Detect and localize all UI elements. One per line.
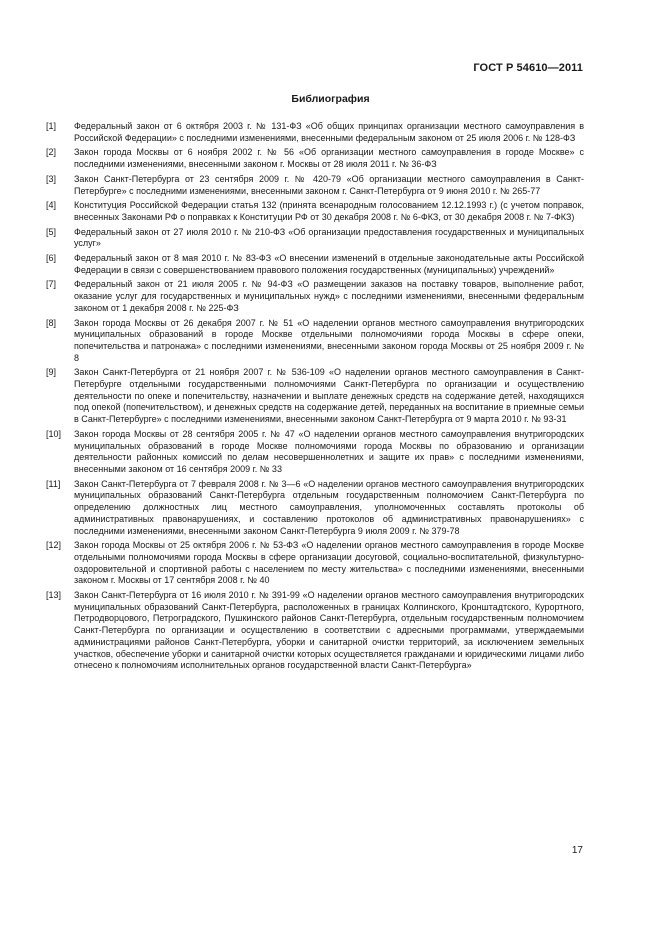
entry-text: Закон Санкт-Петербурга от 21 ноября 2007 г. № 536-109 «О наделении органов местного самоуправления в Санкт-Петербурге отдельными государственными полномочиями Санкт-Петербурга по организации и осуществлению деятельности по опеке и попечительству, назначении и выплате денежных средств на содержание детей, находящихся под опекой (попечительством), и денежных средств на содержание детей, переданных на воспитание в приемные семьи в Санкт-Петербурге» с последними изменениями, внесенными законом Санкт-Петербурга от 9 марта 2010 г. № 93-31	[74, 367, 584, 425]
entry-number: [8]	[46, 317, 57, 328]
entry-number: [10]	[46, 428, 62, 439]
entry-number: [4]	[46, 200, 57, 211]
entry-number: [3]	[46, 173, 57, 184]
entry-number: [13]	[46, 590, 62, 601]
entry-number: [9]	[46, 367, 57, 378]
entry-number: [12]	[46, 540, 62, 551]
entry-text: Закон Санкт-Петербурга от 23 сентября 2009 г. № 420-79 «Об организации местного самоуправления в Санкт-Петербурге» с последними изменениями, внесенными законом г. Санкт-Петербурга от 9 июня 2010 г. № 265-77	[74, 173, 584, 196]
bibliography-entry	[46, 590, 584, 672]
entry-number: [6]	[46, 253, 57, 264]
bibliography-entry	[46, 174, 584, 197]
bibliography-entry	[46, 227, 584, 250]
bibliography-entry	[46, 367, 584, 426]
entry-text: Закон города Москвы от 28 сентября 2005 г. № 47 «О наделении органов местного самоуправления внутригородских муниципальных образований в городе Москве полномочиями города Москвы по образованию и организации деятельности районных комиссий по делам несовершеннолетних и защите их прав» с последними изменениями, внесенными законом от 16 сентября 2009 г. № 33	[74, 428, 584, 474]
entry-number: [5]	[46, 226, 57, 237]
entry-text: Федеральный закон от 6 октября 2003 г. № 131-ФЗ «Об общих принципах организации местного самоуправления в Российской Федерации» с последними изменениями, внесенными федеральным законом от 25 июля 2006 г. № 128-ФЗ	[74, 121, 584, 143]
bibliography-entry	[46, 147, 584, 170]
entry-number: [7]	[46, 279, 57, 290]
entry-text: Федеральный закон от 21 июля 2005 г. № 94-ФЗ «О размещении заказов на поставку товаров, выполнение работ, оказание услуг для государственных и муниципальных нужд» с последними изменениями, внесенными федеральным законом от 1 декабря 2008 г. № 225-ФЗ	[74, 279, 584, 313]
bibliography-entry	[46, 479, 584, 538]
bibliography-list	[46, 121, 584, 675]
entry-text: Федеральный закон от 27 июля 2010 г. № 210-ФЗ «Об организации предоставления государственных и муниципальных услуг»	[74, 226, 584, 249]
bibliography-entry	[46, 279, 584, 314]
entry-number: [2]	[46, 147, 57, 158]
entry-text: Федеральный закон от 8 мая 2010 г. № 83-ФЗ «О внесении изменений в отдельные законодательные акты Российской Федерации в связи с совершенствованием правового положения государственных (муниципальных) учреждений»	[74, 253, 584, 275]
entry-text: Закон города Москвы от 25 октября 2006 г. № 53-ФЗ «О наделении органов местного самоуправления в городе Москве отдельными полномочиями города Москвы в сфере организации досуговой, социально-воспитательной, физкультурно-оздоровительной и спортивной работы с населением по месту жительства» с последними изменениями, внесенными законом г. Москвы от 17 сентября 2008 г. № 40	[74, 540, 584, 586]
page-number: 17	[571, 845, 583, 856]
bibliography-entry	[46, 121, 584, 144]
standard-code: ГОСТ Р 54610—2011	[473, 62, 583, 74]
bibliography-entry	[46, 429, 584, 476]
bibliography-entry	[46, 318, 584, 365]
entry-text: Закон города Москвы от 26 декабря 2007 г. № 51 «О наделении органов местного самоуправления внутригородских муниципальных образований в городе Москве отдельными полномочиями города Москвы в сфере опеки, попечительства и патронажа» с последними изменениями, внесенными законом города Москвы от 25 ноября 2009 г. № 8	[74, 317, 584, 363]
entry-text: Закон Санкт-Петербурга от 16 июля 2010 г. № 391-99 «О наделении органов местного самоуправления внутригородских муниципальных образований Санкт-Петербурга, расположенных в границах Колпинского, Кронштадтского, Курортного, Петродворцового, Петроградского, Пушкинского районов Санкт-Петербурга, отдельным государственным полномочием Санкт-Петербурга по организации и осуществлению в соответствии с адресными программами, утверждаемыми администрациями районов Санкт-Петербурга, уборки и санитарной очистки территорий, за исключением земельных участков, обеспечение уборки и санитарной очистки которых осуществляется гражданами и юридическими лицами либо отнесено к полномочиям исполнительных органов государственной власти Санкт-Петербурга»	[74, 590, 584, 671]
entry-text: Закон города Москвы от 6 ноября 2002 г. № 56 «Об организации местного самоуправления в городе Москве» с последними изменениями, внесенными законом г. Москвы от 28 июля 2011 г. № 36-ФЗ	[74, 147, 584, 170]
entry-text: Конституция Российской Федерации статья 132 (принята всенародным голосованием 12.12.1993 г.) (с учетом поправок, внесенных Законами РФ о поправках к Конституции РФ от 30 декабря 2008 г. № 6-ФКЗ, от 30 декабря 2008 г. № 7-ФКЗ)	[74, 200, 584, 222]
bibliography-entry	[46, 200, 584, 223]
entry-text: Закон Санкт-Петербурга от 7 февраля 2008 г. № 3—6 «О наделении органов местного самоуправления внутригородских муниципальных образований Санкт-Петербурга отдельным государственным полномочием Санкт-Петербурга по определению должностных лиц местного самоуправления, уполномоченных составлять протоколы об административных правонарушениях, и составлению протоколов об административных правонарушениях» с последними изменениями, внесенными законом Санкт-Петербурга 9 июля 2009 г. № 379-78	[74, 478, 584, 536]
bibliography-title: Библиография	[291, 93, 370, 105]
entry-number: [1]	[46, 121, 57, 131]
bibliography-entry	[46, 253, 584, 276]
entry-number: [11]	[46, 478, 61, 489]
bibliography-entry	[46, 540, 584, 587]
